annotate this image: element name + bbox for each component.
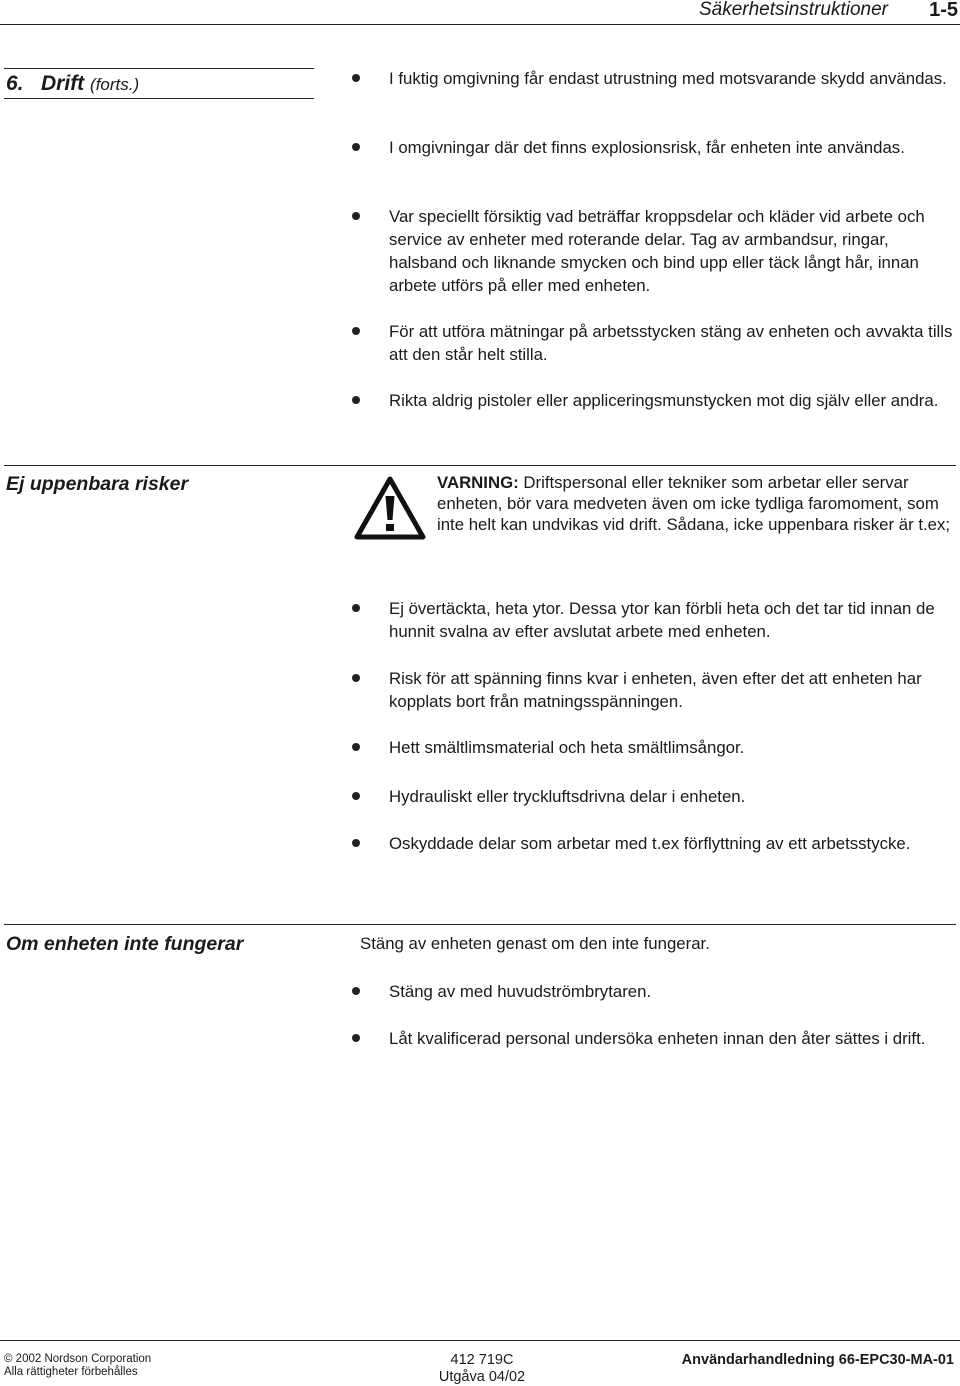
list-item: Hydrauliskt eller tryckluftsdrivna delar i enheten. [389, 787, 746, 806]
list-item: Hett smältlimsmaterial och heta smältlimsångor. [389, 738, 745, 757]
bullet-dot [352, 674, 360, 682]
section-rule-top [4, 68, 314, 69]
warning-triangle-icon [354, 476, 426, 540]
list-item: Låt kvalificerad personal undersöka enheten innan den åter sättes i drift. [389, 1029, 926, 1048]
bullet-dot [352, 212, 360, 220]
list-item: I omgivningar där det finns explosionsrisk, får enheten inte användas. [389, 138, 905, 157]
list-item: Stäng av med huvudströmbrytaren. [389, 982, 652, 1001]
copyright-text: © 2002 Nordson Corporation [4, 1353, 152, 1365]
section-number-title: 6. Drift [6, 72, 85, 95]
rights-text: Alla rättigheter förbehålles [4, 1366, 138, 1378]
bullet-dot [352, 396, 360, 404]
list-item: I fuktig omgivning får endast utrustning med motsvarande skydd användas. [389, 69, 947, 88]
warning-text [437, 472, 957, 535]
list-item: Var speciellt försiktig vad beträffar kroppsdelar och kläder vid arbete och service av enheter med roterande delar. Tag av armbandsur, ringar, halsband och liknande smycken och bind upp eller täck långt hår, innan arbete utförs på eller med enheten. [389, 207, 925, 295]
malfunction-intro: Stäng av enheten genast om den inte fungerar. [360, 934, 710, 953]
bullet-dot [352, 143, 360, 151]
bullet-dot [352, 792, 360, 800]
bullet-dot [352, 987, 360, 995]
running-header-title: Säkerhetsinstruktioner [698, 0, 888, 20]
bullet-dot [352, 743, 360, 751]
header-rule [0, 24, 960, 25]
edition: Utgåva 04/02 [438, 1369, 526, 1385]
section-title [6, 72, 139, 97]
section-rule-bottom [4, 98, 314, 99]
section-continued: (forts.) [90, 75, 140, 94]
bullet-dot [352, 327, 360, 335]
footer-left [4, 1353, 151, 1379]
warning-body: Driftspersonal eller tekniker som arbetar eller servar enheten, bör vara medveten även om icke tydliga faromoment, som inte helt kan undvikas vid drift. Sådana, icke uppenbara risker är t.ex; [437, 473, 951, 534]
malfunction-heading: Om enheten inte fungerar [6, 933, 244, 955]
footer-center [400, 1352, 564, 1386]
bullet-dot [352, 839, 360, 847]
hidden-risks-heading: Ej uppenbara risker [6, 473, 189, 495]
manual-title: Användarhandledning 66-EPC30-MA-01 [681, 1352, 954, 1368]
divider-rule [4, 465, 956, 466]
part-number: 412 719C [450, 1352, 514, 1368]
bullet-dot [352, 74, 360, 82]
bullet-dot [352, 604, 360, 612]
list-item: Ej övertäckta, heta ytor. Dessa ytor kan förbli heta och det tar tid innan de hunnit svalna av efter avslutat arbete med enheten. [389, 599, 935, 641]
list-item: Risk för att spänning finns kvar i enheten, även efter det att enheten har kopplats bort från matningsspänningen. [389, 669, 922, 711]
divider-rule [4, 924, 956, 925]
page-number: 1-5 [929, 0, 958, 21]
list-item: Rikta aldrig pistoler eller appliceringsmunstycken mot dig själv eller andra. [389, 391, 939, 410]
bullet-dot [352, 1034, 360, 1042]
warning-label: VARNING: [437, 473, 519, 492]
list-item: Oskyddade delar som arbetar med t.ex förflyttning av ett arbetsstycke. [389, 834, 911, 853]
footer-rule [0, 1340, 960, 1341]
list-item: För att utföra mätningar på arbetsstycken stäng av enheten och avvakta tills att den står helt stilla. [389, 322, 953, 364]
